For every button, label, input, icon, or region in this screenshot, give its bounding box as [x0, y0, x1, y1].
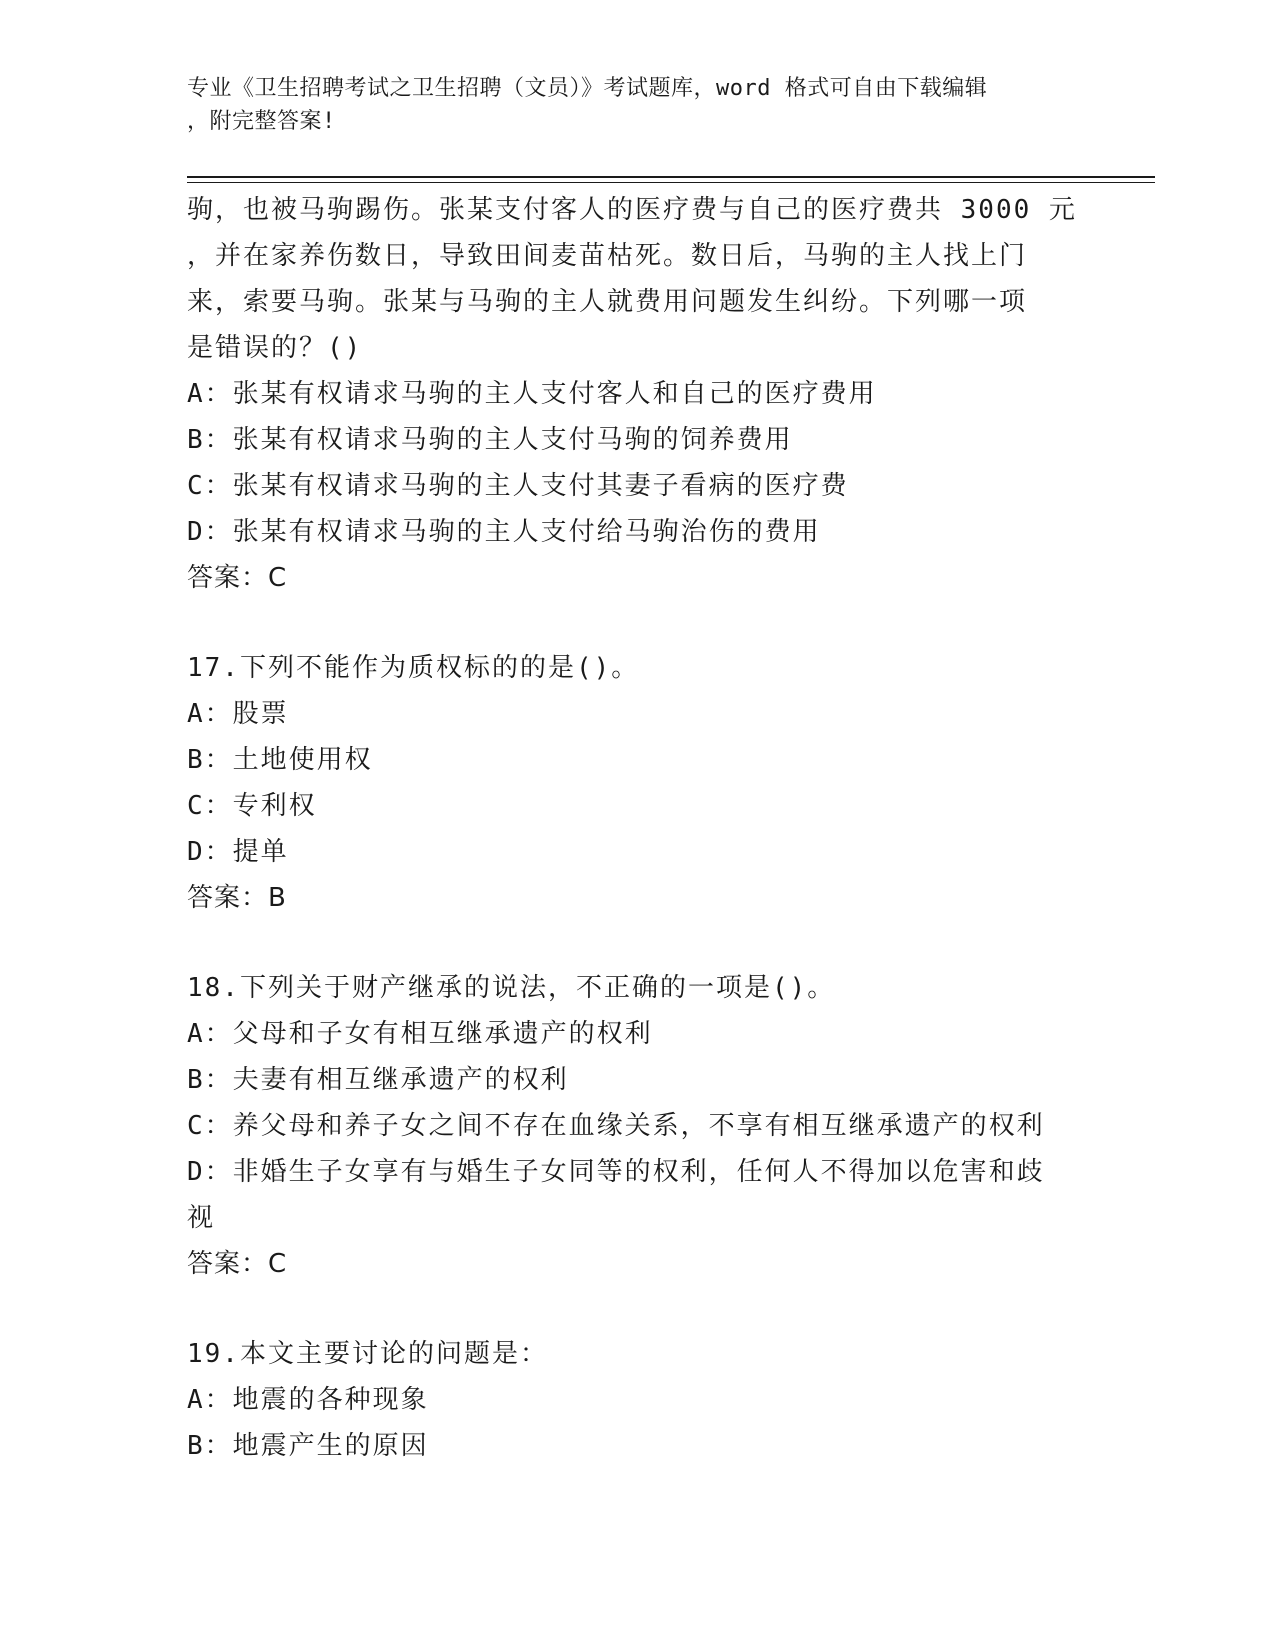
- question-16: [187, 187, 1087, 601]
- header-title-line-1: 专业《卫生招聘考试之卫生招聘（文员）》考试题库，word 格式可自由下载编辑: [187, 76, 988, 101]
- spacer: [187, 1287, 1087, 1331]
- question-text-line: 19.本文主要讨论的问题是：: [187, 1339, 548, 1369]
- option-a: A：地震的各种现象: [187, 1385, 429, 1415]
- answer-label: 答案：C: [187, 563, 288, 593]
- question-text-line: 18.下列关于财产继承的说法，不正确的一项是()。: [187, 973, 836, 1003]
- spacer: [187, 601, 1087, 645]
- header-divider-thin: [187, 182, 1155, 183]
- option-b: B：土地使用权: [187, 745, 373, 775]
- question-text-line: 驹，也被马驹踢伤。张某支付客人的医疗费与自己的医疗费共 3000 元: [187, 195, 1077, 225]
- option-a: A：父母和子女有相互继承遗产的权利: [187, 1019, 653, 1049]
- option-d-continued: 视: [187, 1203, 216, 1233]
- option-b: B：地震产生的原因: [187, 1431, 429, 1461]
- answer-label: 答案：B: [187, 883, 287, 913]
- question-text-line: ，并在家养伤数日，导致田间麦苗枯死。数日后，马驹的主人找上门: [187, 241, 1028, 271]
- question-19: [187, 1331, 1087, 1469]
- option-d: D：提单: [187, 837, 289, 867]
- question-text-line: 来，索要马驹。张某与马驹的主人就费用问题发生纠纷。下列哪一项: [187, 287, 1028, 317]
- option-c: C：张某有权请求马驹的主人支付其妻子看病的医疗费: [187, 471, 849, 501]
- option-b: B：张某有权请求马驹的主人支付马驹的饲养费用: [187, 425, 793, 455]
- option-a: A：张某有权请求马驹的主人支付客人和自己的医疗费用: [187, 379, 877, 409]
- option-d: D：张某有权请求马驹的主人支付给马驹治伤的费用: [187, 517, 821, 547]
- option-a: A：股票: [187, 699, 289, 729]
- option-d: D：非婚生子女享有与婚生子女同等的权利，任何人不得加以危害和歧: [187, 1157, 1045, 1187]
- header-title-line-2: ，附完整答案!: [187, 109, 336, 134]
- option-c: C：专利权: [187, 791, 317, 821]
- answer-label: 答案：C: [187, 1249, 288, 1279]
- question-18: [187, 965, 1087, 1287]
- question-text-line: 是错误的？(): [187, 333, 363, 363]
- header-divider-thick: [187, 176, 1155, 178]
- option-b: B：夫妻有相互继承遗产的权利: [187, 1065, 569, 1095]
- spacer: [187, 921, 1087, 965]
- question-17: [187, 645, 1087, 921]
- question-text-line: 17.下列不能作为质权标的的是()。: [187, 653, 640, 683]
- question-content: [187, 187, 1087, 1469]
- document-header: [187, 72, 1087, 138]
- option-c: C：养父母和养子女之间不存在血缘关系，不享有相互继承遗产的权利: [187, 1111, 1045, 1141]
